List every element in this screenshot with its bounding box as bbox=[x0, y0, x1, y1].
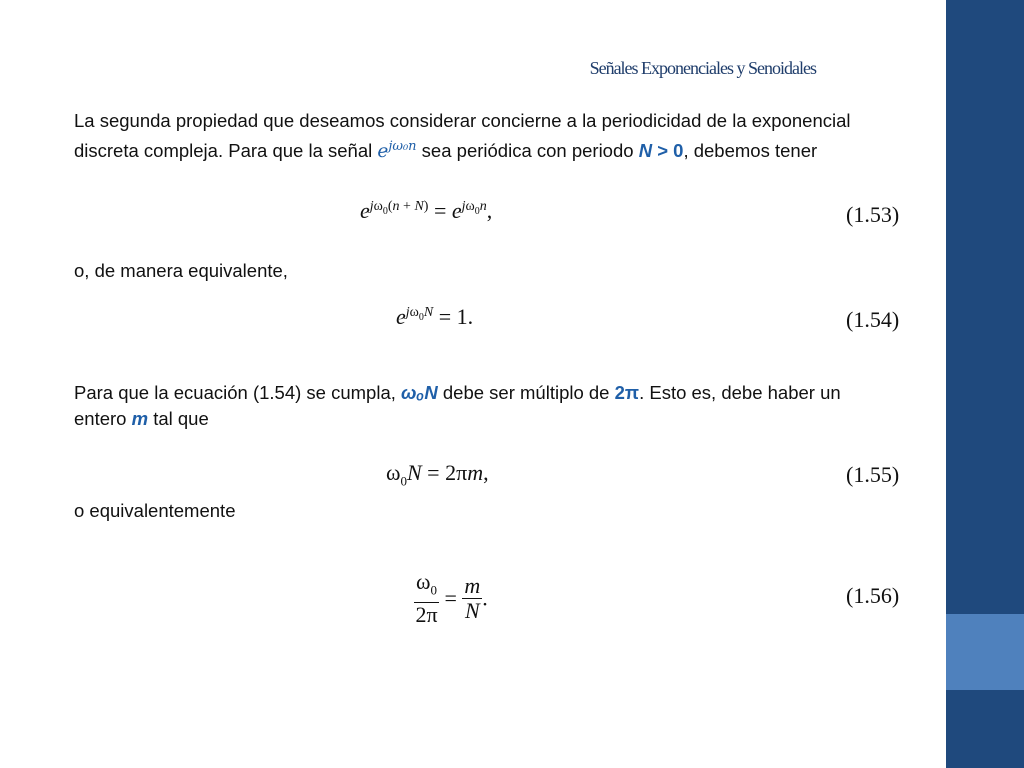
equation-number: (1.55) bbox=[846, 462, 900, 487]
equation-number: (1.54) bbox=[846, 307, 900, 332]
period-variable: N bbox=[638, 140, 653, 162]
signal-exponent: jω₀n bbox=[388, 139, 417, 154]
paragraph-line bbox=[74, 134, 904, 165]
equation-1-55: $\omega_0N = 2\pi m$, bbox=[386, 460, 489, 489]
fraction-omega-over-2pi: $\frac{\omega_0}{2\pi}$ bbox=[415, 569, 438, 628]
text-fragment: . Esto es, debe haber un bbox=[639, 382, 841, 403]
equation-number: (1.53) bbox=[846, 202, 900, 227]
paragraph-periodicity bbox=[74, 108, 904, 165]
text-equivalently: o equivalentemente bbox=[74, 500, 236, 521]
variable-m: m bbox=[131, 408, 149, 429]
text-fragment: sea periódica con periodo bbox=[416, 140, 639, 162]
equation-1-56: $\frac{\omega_0}{2\pi}$ = $\frac{m}{N}$ . bbox=[415, 569, 488, 628]
slide-title: Señales Exponenciales y Senoidales bbox=[589, 58, 816, 78]
paragraph-line bbox=[74, 406, 904, 432]
decorative-side-bar-accent bbox=[946, 614, 1024, 690]
signal-symbol: e bbox=[377, 141, 389, 163]
equation-1-53: $e^{j\omega_0(n + N)} = e^{j\omega_0n}$, bbox=[360, 198, 493, 223]
text-fragment: , debemos tener bbox=[683, 140, 818, 162]
text-fragment: debe ser múltiplo de bbox=[437, 382, 615, 403]
text-fragment: Para que la ecuación (1.54) se cumpla, bbox=[74, 382, 402, 403]
paragraph-line: La segunda propiedad que deseamos considerar concierne a la periodicidad de la exponencial bbox=[74, 110, 851, 131]
omega-n-expression: ωₒN bbox=[401, 382, 438, 403]
text-equivalent: o, de manera equivalente, bbox=[74, 260, 288, 281]
text-fragment: entero bbox=[74, 408, 132, 429]
paragraph-condition bbox=[74, 380, 904, 432]
text-fragment: tal que bbox=[148, 408, 209, 429]
fraction-m-over-n: $\frac{m}{N}$ bbox=[464, 573, 481, 624]
paragraph-line bbox=[74, 380, 904, 406]
text-fragment: discreta compleja. Para que la señal bbox=[74, 140, 378, 162]
two-pi: 2π bbox=[614, 382, 640, 403]
equation-number: (1.56) bbox=[846, 583, 900, 608]
period-condition: > 0 bbox=[652, 140, 684, 162]
equation-1-54: $e^{j\omega_0N} = 1$. bbox=[396, 304, 474, 329]
